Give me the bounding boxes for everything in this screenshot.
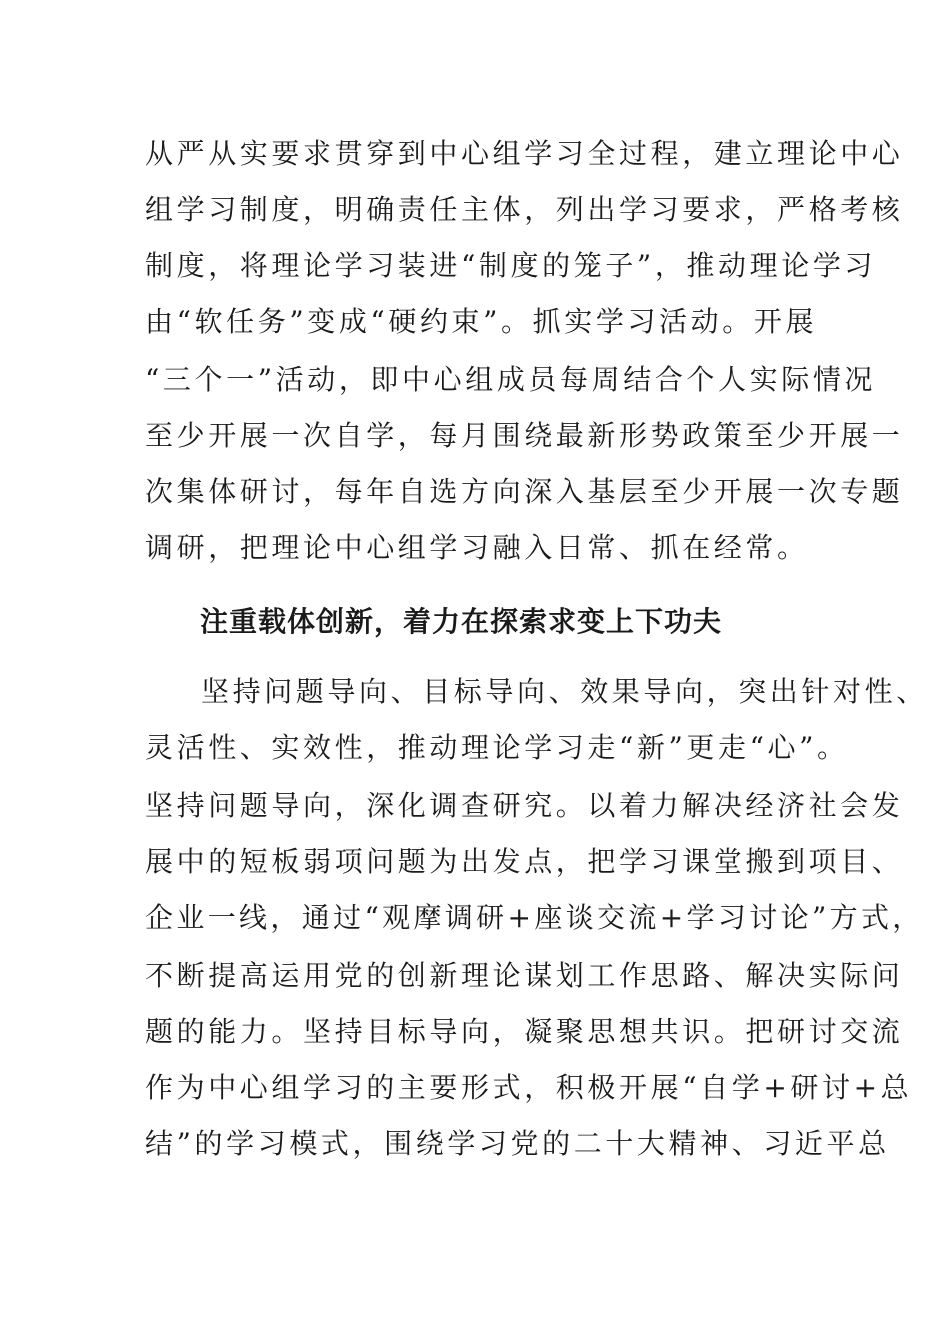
text-line: 次集体研讨，每年自选方向深入基层至少开展一次专题 — [145, 475, 904, 508]
text-line: 题的能力。坚持目标导向，凝聚思想共识。把研讨交流 — [145, 1015, 904, 1048]
text-line: 作为中心组学习的主要形式，积极开展“自学+研讨+总 — [145, 1071, 913, 1104]
text-line: 展中的短板弱项问题为出发点，把学习课堂搬到项目、 — [145, 845, 904, 878]
text-line: 企业一线，通过“观摩调研+座谈交流+学习讨论”方式， — [145, 901, 924, 934]
text-line: 至少开展一次自学，每月围绕最新形势政策至少开展一 — [145, 419, 904, 452]
text-line: 结”的学习模式，围绕学习党的二十大精神、习近平总 — [145, 1127, 890, 1160]
text-line: “三个一”活动，即中心组成员每周结合个人实际情况 — [145, 363, 877, 396]
text-line: 不断提高运用党的创新理论谋划工作思路、解决实际问 — [145, 959, 904, 992]
text-line: 灵活性、实效性，推动理论学习走“新”更走“心”。 — [145, 731, 849, 764]
text-line: 制度，将理论学习装进“制度的笼子”，推动理论学习 — [145, 249, 877, 282]
text-line: 组学习制度，明确责任主体，列出学习要求，严格考核 — [145, 193, 904, 226]
section-heading: 注重载体创新，着力在探索求变上下功夫 — [200, 605, 723, 638]
text-line: 坚持问题导向，深化调查研究。以着力解决经济社会发 — [145, 789, 904, 822]
text-line: 调研，把理论中心组学习融入日常、抓在经常。 — [145, 531, 809, 564]
text-line: 由“软任务”变成“硬约束”。抓实学习活动。开展 — [145, 305, 818, 338]
text-line: 坚持问题导向、目标导向、效果导向，突出针对性、 — [201, 675, 928, 708]
text-line: 从严从实要求贯穿到中心组学习全过程，建立理论中心 — [145, 137, 904, 170]
